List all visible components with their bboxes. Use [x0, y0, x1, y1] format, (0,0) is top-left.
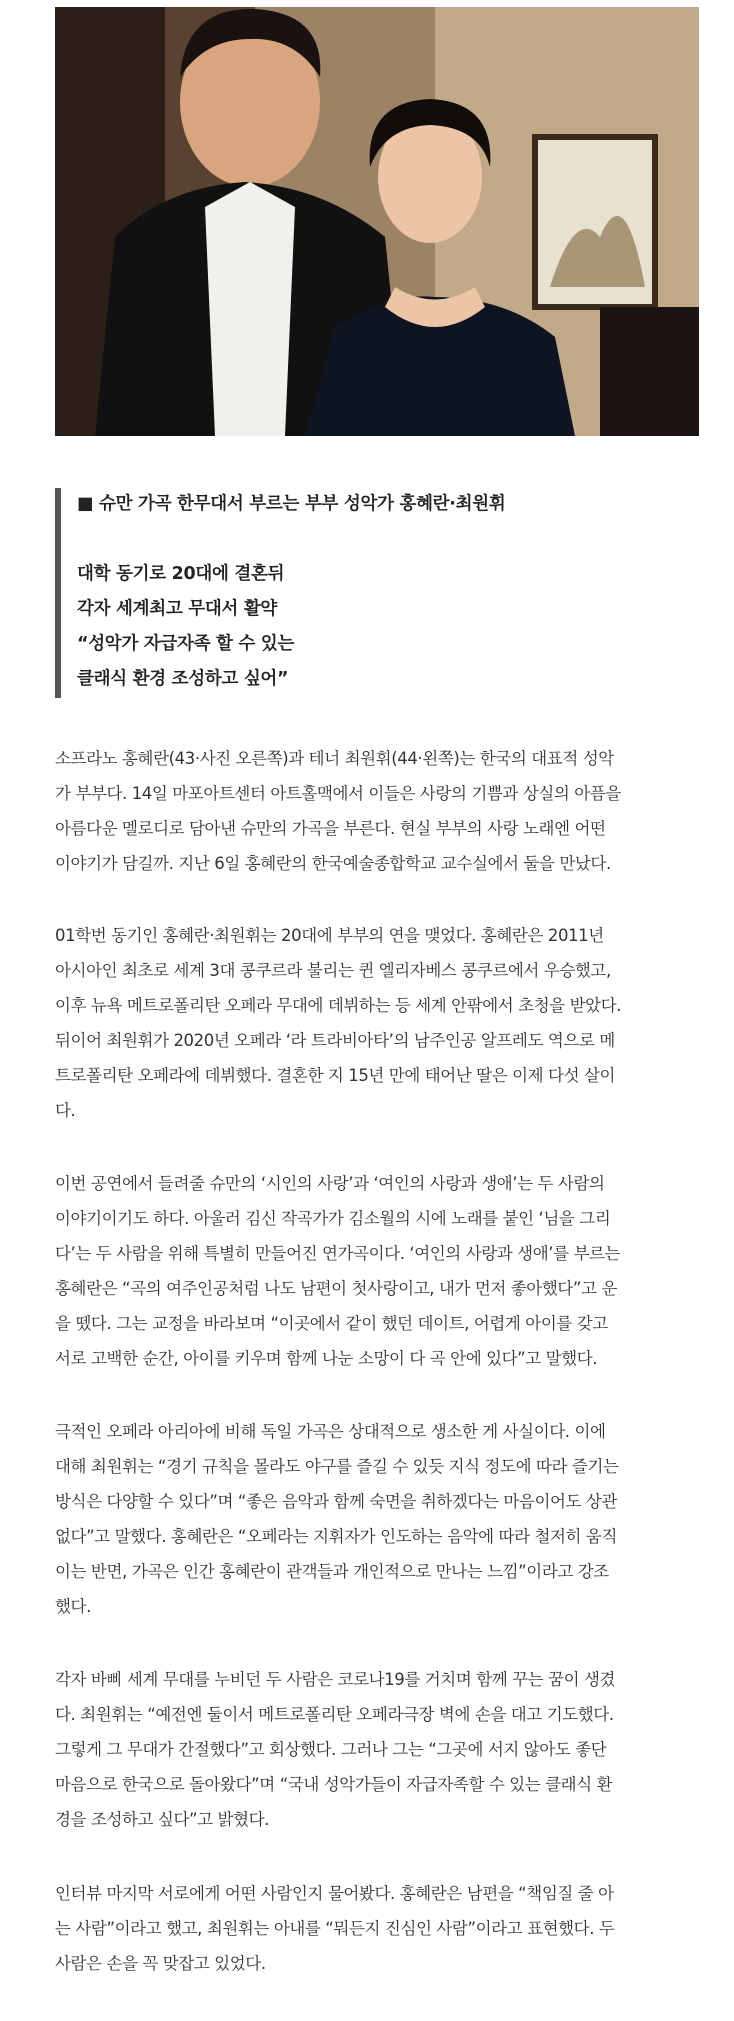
paragraph-line: 트로폴리탄 오페라에 데뷔했다. 결혼한 지 15년 만에 태어난 딸은 이제 다섯 살이: [55, 1066, 616, 1085]
paragraph-line: 소프라노 홍혜란(43·사진 오른쪽)과 테너 최원휘(44·왼쪽)는 한국의 대표적 성악: [55, 749, 614, 768]
paragraph-line: 가 부부다. 14일 마포아트센터 아트홀맥에서 이들은 사랑의 기쁨과 상실의 아픔을: [55, 784, 621, 803]
paragraph-line: 이는 반면, 가곡은 인간 홍혜란이 관객들과 개인적으로 만나는 느낌”이라고 강조: [55, 1562, 609, 1581]
paragraph-line: 그렇게 그 무대가 간절했다”고 회상했다. 그러나 그는 “그곳에 서지 않아도 좋단: [55, 1740, 607, 1759]
paragraph-line: 이야기가 담길까. 지난 6일 홍혜란의 한국예술종합학교 교수실에서 둘을 만났다.: [55, 854, 611, 873]
paragraph-line: 경을 조성하고 싶다”고 밝혔다.: [55, 1810, 269, 1829]
paragraph-line: 서로 고백한 순간, 아이를 키우며 함께 나눈 소망이 다 곡 안에 있다”고 말했다.: [55, 1349, 598, 1368]
paragraph-line: 홍혜란은 “곡의 여주인공처럼 나도 남편이 첫사랑이고, 내가 먼저 좋아했다”고 운: [55, 1279, 617, 1298]
paragraph-line: 이번 공연에서 들려줄 슈만의 ‘시인의 사랑’과 ‘여인의 사랑과 생애’는 두 사람의: [55, 1174, 605, 1193]
paragraph-line: 대해 최원휘는 “경기 규칙을 몰라도 야구를 즐길 수 있듯 지식 정도에 따라 즐기는: [55, 1457, 619, 1476]
paragraph-line: 아시아인 최초로 세계 3대 콩쿠르라 불리는 퀸 엘리자베스 콩쿠르에서 우승했고,: [55, 961, 611, 980]
paragraph-line: 했다.: [55, 1597, 91, 1616]
paragraph-line: 방식은 다양할 수 있다”며 “좋은 음악과 함께 숙면을 취하겠다는 마음이어도 상관: [55, 1492, 617, 1511]
summary-line: “성악가 자급자족 할 수 있는: [77, 634, 295, 654]
article-summary-box: [55, 488, 661, 698]
paragraph-line: 이야기이기도 하다. 아울러 김신 작곡가가 김소월의 시에 노래를 붙인 ‘님을 그리: [55, 1209, 611, 1228]
summary-headline: ■ 슈만 가곡 한무대서 부르는 부부 성악가 홍혜란·최원휘: [77, 494, 506, 514]
paragraph-line: 인터뷰 마지막 서로에게 어떤 사람인지 물어봤다. 홍혜란은 남편을 “책임질 줄 아: [55, 1884, 614, 1903]
summary-line: 클래식 환경 조성하고 싶어”: [77, 669, 289, 689]
paragraph-line: 사람은 손을 꼭 맞잡고 있었다.: [55, 1954, 266, 1973]
paragraph-line: 없다”고 말했다. 홍혜란은 “오페라는 지휘자가 인도하는 음악에 따라 철저히 움직: [55, 1527, 617, 1546]
summary-line: 대학 동기로 20대에 결혼뒤: [77, 564, 285, 584]
paragraph-line: 다’는 두 사람을 위해 특별히 만들어진 연가곡이다. ‘여인의 사랑과 생애’를 부르는: [55, 1244, 621, 1263]
paragraph-line: 마음으로 한국으로 돌아왔다”며 “국내 성악가들이 자급자족할 수 있는 클래식 환: [55, 1775, 613, 1794]
paragraph-line: 아름다운 멜로디로 담아낸 슈만의 가곡을 부른다. 현실 부부의 사랑 노래엔 어떤: [55, 819, 606, 838]
summary-line: 각자 세계최고 무대서 활약: [77, 599, 278, 619]
article-photo: [55, 7, 699, 436]
paragraph-line: 각자 바삐 세계 무대를 누비던 두 사람은 코로나19를 거치며 함께 꾸는 꿈이 생겼: [55, 1670, 616, 1689]
paragraph-line: 을 뗐다. 그는 교정을 바라보며 “이곳에서 같이 했던 데이트, 어렵게 아이를 갖고: [55, 1314, 608, 1333]
paragraph-line: 01학번 동기인 홍혜란·최원휘는 20대에 부부의 연을 맺었다. 홍혜란은 2011년: [55, 926, 604, 945]
paragraph-line: 다.: [55, 1101, 76, 1120]
paragraph-line: 뒤이어 최원휘가 2020년 오페라 ‘라 트라비아타’의 남주인공 알프레도 역으로 메: [55, 1031, 615, 1050]
paragraph-line: 다. 최원휘는 “예전엔 둘이서 메트로폴리탄 오페라극장 벽에 손을 대고 기도했다.: [55, 1705, 614, 1724]
paragraph-line: 극적인 오페라 아리아에 비해 독일 가곡은 상대적으로 생소한 게 사실이다. 이에: [55, 1422, 606, 1441]
paragraph-line: 이후 뉴욕 메트로폴리탄 오페라 무대에 데뷔하는 등 세계 안팎에서 초청을 받았다.: [55, 996, 622, 1015]
paragraph-line: 는 사람”이라고 했고, 최원휘는 아내를 “뭐든지 진심인 사람”이라고 표현했다. 두: [55, 1919, 615, 1938]
couple-photo-illustration: [55, 7, 699, 436]
